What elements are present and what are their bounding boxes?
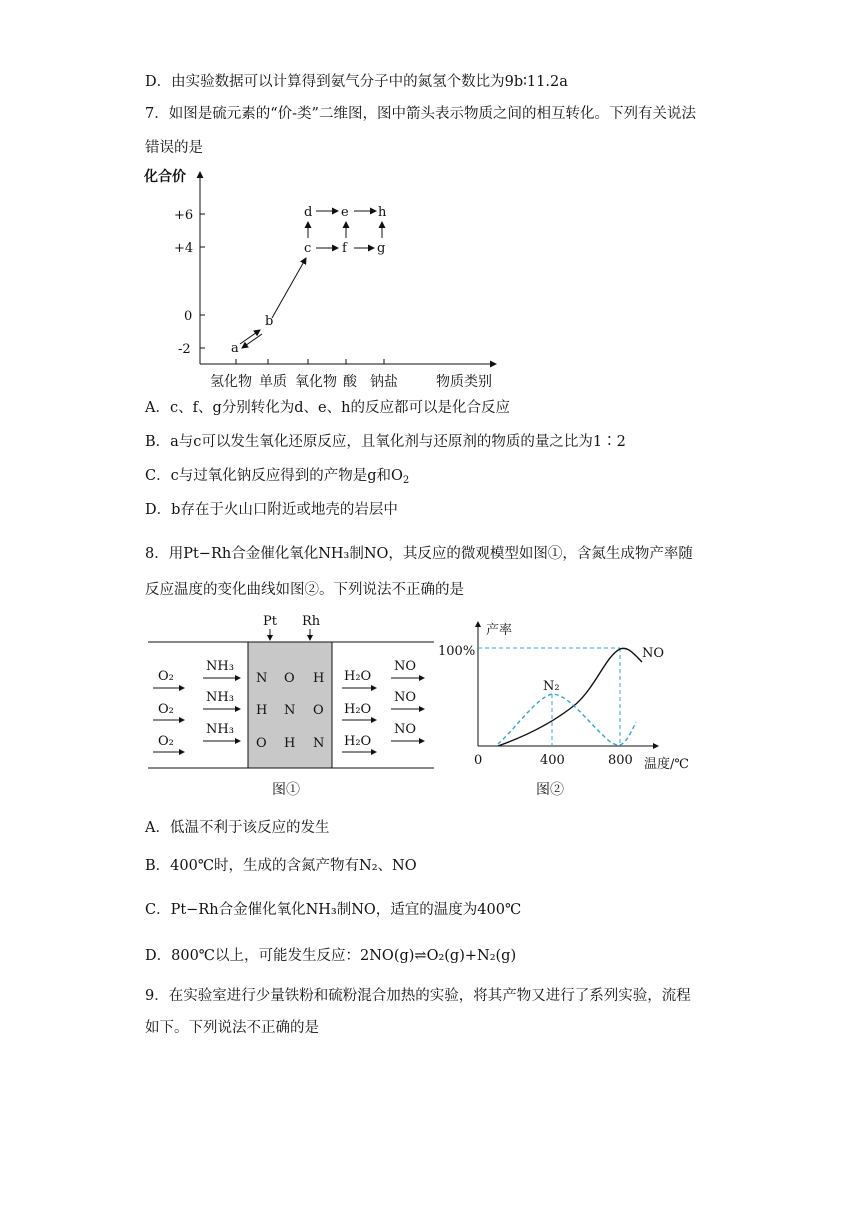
q8-fig1-o2-3: O₂ [158,734,174,749]
q8-fig1-grid-3-1: O [256,736,267,751]
q8-fig1-caption: 图① [272,782,300,798]
q8-fig2-xtick-800: 800 [608,753,633,768]
q7-option-d: D．b存在于火山口附近或地壳的岩层中 [145,502,398,518]
q7-point-h: h [378,205,387,220]
q8-fig1-nh3-2: NH₃ [206,690,234,705]
q7-ytick-plus6: +6 [174,208,194,223]
q7-option-b: B．a与c可以发生氧化还原反应，且氧化剂与还原剂的物质的量之比为1∶2 [145,434,626,450]
q8-fig2-ytick-100: 100% [438,644,476,659]
q8-fig1-no-1: NO [394,659,417,674]
q8-fig1-grid-1-3: H [313,671,325,686]
q8-fig1-grid-3-3: N [313,736,325,751]
q7-stem-line2: 错误的是 [145,140,203,156]
q7-point-c: c [304,241,312,256]
q8-fig1-grid-1-1: N [256,671,268,686]
q7-xlabel-category: 物质类别 [436,374,492,390]
q8-figure-2 [436,610,706,804]
q7-option-c-text: C．c与过氧化钠反应得到的产物是g和O [145,468,403,484]
q8-option-d: D．800℃以上，可能发生反应：2NO(g)⇌O₂(g)+N₂(g) [145,948,517,964]
q8-fig2-xtick-0: 0 [474,753,483,768]
q8-fig2-y-title: 产率 [486,623,513,638]
q9-stem-line2: 如下。下列说法不正确的是 [145,1020,319,1036]
q8-fig1-h2o-2: H₂O [344,702,372,717]
q8-option-a: A．低温不利于该反应的发生 [145,820,330,836]
q7-xlabel-oxide: 氧化物 [295,374,337,390]
q8-option-c: C．Pt−Rh合金催化氧化NH₃制NO，适宜的温度为400℃ [145,902,522,918]
q7-valence-class-chart [140,164,510,396]
q8-fig1-grid-2-1: H [256,703,268,718]
q8-fig1-nh3-3: NH₃ [206,722,234,737]
q6-option-d: D．由实验数据可以计算得到氨气分子中的氮氢个数比为9b∶11.2a [145,74,568,90]
q7-point-g: g [377,241,386,256]
q8-fig2-n2-label: N₂ [543,679,560,694]
q7-y-title: 化合价 [144,169,186,185]
q8-option-b: B．400℃时，生成的含氮产物有N₂、NO [145,858,417,874]
q8-stem-line1: 8．用Pt−Rh合金催化氧化NH₃制NO，其反应的微观模型如图①，含氮生成物产率随 [145,546,693,562]
q8-fig1-no-2: NO [394,690,417,705]
q8-fig1-grid-2-3: O [313,703,324,718]
q8-fig2-xtick-400: 400 [540,753,565,768]
q7-option-c [145,466,409,491]
q7-option-c-subscript: 2 [402,475,410,486]
q7-stem-line1: 7．如图是硫元素的“价-类”二维图，图中箭头表示物质之间的相互转化。下列有关说法 [145,106,696,122]
q7-point-f: f [342,241,347,256]
q7-xlabel-element: 单质 [259,374,287,390]
q8-fig2-x-title: 温度/℃ [644,757,689,772]
q9-stem-line1: 9．在实验室进行少量铁粉和硫粉混合加热的实验，将其产物又进行了系列实验，流程 [145,988,691,1004]
q7-ytick-minus2: -2 [178,342,191,357]
q8-fig1-h2o-1: H₂O [344,669,372,684]
q7-point-d: d [304,205,313,220]
q8-stem-line2: 反应温度的变化曲线如图②。下列说法不正确的是 [145,582,464,598]
q7-xlabel-sodium-salt: 钠盐 [370,374,398,390]
q8-fig2-no-label: NO [642,646,665,661]
q7-xlabel-hydride: 氢化物 [210,374,252,390]
q8-fig1-h2o-3: H₂O [344,734,372,749]
q7-ytick-plus4: +4 [174,241,194,256]
q8-fig1-grid-3-2: H [284,736,296,751]
q7-point-e: e [341,205,349,220]
q8-fig1-grid-2-2: N [284,703,296,718]
q8-fig1-catalyst-rh: Rh [302,614,321,629]
q7-option-a: A．c、f、g分别转化为d、e、h的反应都可以是化合反应 [145,400,510,416]
q7-xlabel-acid: 酸 [343,374,357,390]
q8-fig1-nh3-1: NH₃ [206,659,234,674]
q8-fig1-catalyst-pt: Pt [263,614,277,629]
q8-fig1-o2-1: O₂ [158,669,174,684]
q7-point-a: a [231,341,239,356]
q8-fig2-caption: 图② [536,782,564,798]
q8-figure-1 [148,610,436,804]
q8-fig1-no-3: NO [394,722,417,737]
q7-ytick-0: 0 [184,309,193,324]
q8-fig1-grid-1-2: O [284,671,295,686]
q8-fig1-o2-2: O₂ [158,702,174,717]
q7-point-b: b [265,314,274,329]
